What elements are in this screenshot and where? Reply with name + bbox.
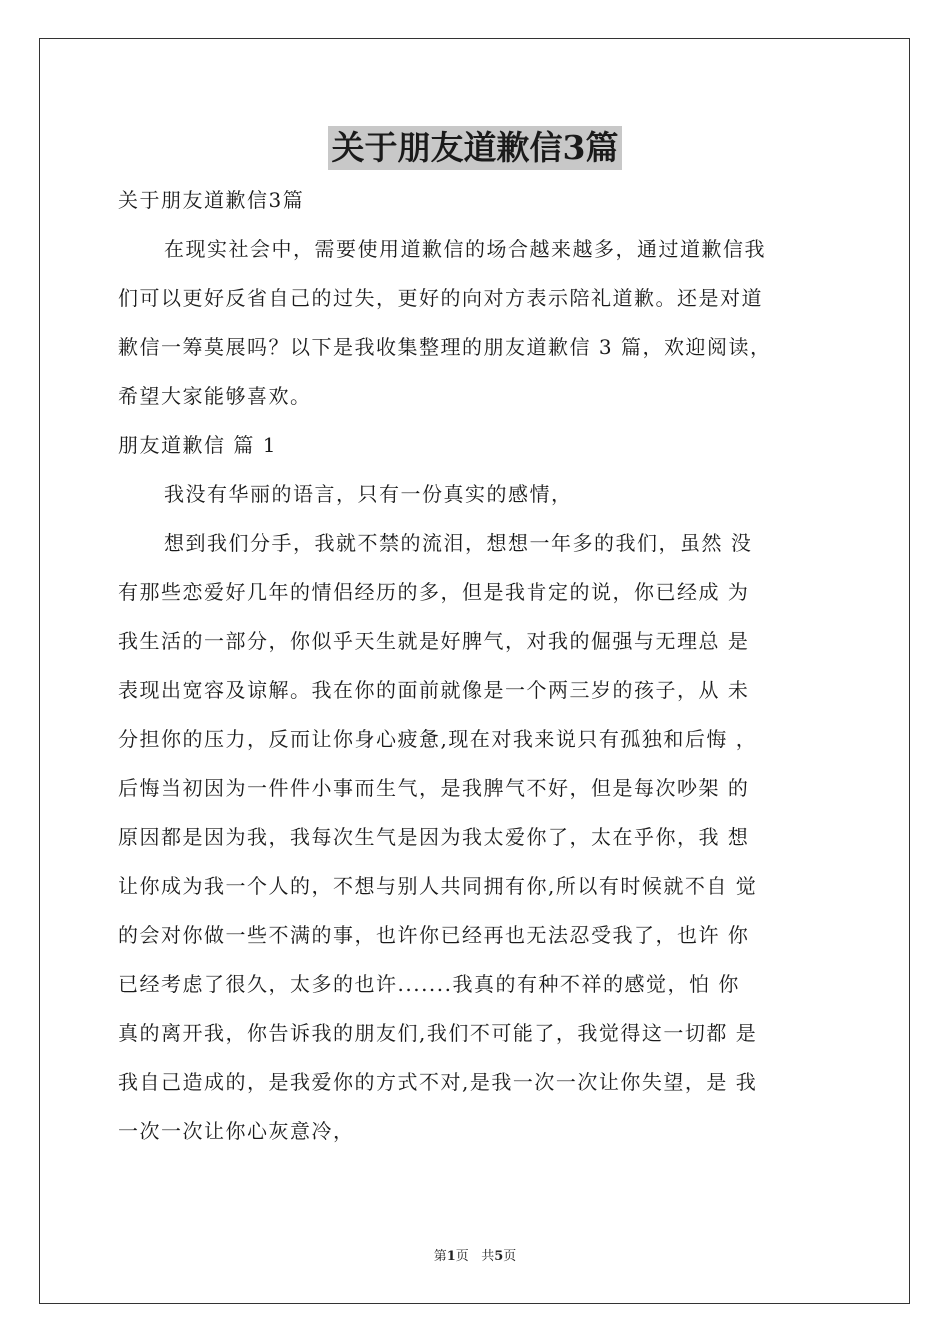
- body-line: 有那些恋爱好几年的情侣经历的多，但是我肯定的说，你已经成 为: [118, 580, 750, 604]
- page-prefix: 第: [433, 1249, 447, 1264]
- intro-line: 希望大家能够喜欢。: [118, 384, 312, 408]
- page-suffix: 页: [455, 1249, 469, 1264]
- body-line: 我自己造成的，是我爱你的方式不对,是我一次一次让你失望，是 我: [118, 1070, 758, 1094]
- page-title: 关于朋友道歉信3篇: [328, 126, 623, 170]
- body-line: 已经考虑了很久，太多的也许.......我真的有种不祥的感觉，怕 你: [118, 972, 740, 996]
- body-line: 表现出宽容及谅解。我在你的面前就像是一个两三岁的孩子，从 未: [118, 678, 750, 702]
- body-line: 真的离开我，你告诉我的朋友们,我们不可能了，我觉得这一切都 是: [118, 1021, 758, 1045]
- total-suffix: 页: [503, 1249, 517, 1264]
- page-footer: [0, 1247, 950, 1267]
- intro-line: 在现实社会中，需要使用道歉信的场合越来越多，通过道歉信我: [164, 237, 766, 261]
- body-line: 一次一次让你心灰意冷，: [118, 1119, 355, 1143]
- body-line: 想到我们分手，我就不禁的流泪，想想一年多的我们，虽然 没: [164, 531, 753, 555]
- page-total: 5: [494, 1249, 504, 1264]
- body-line: 的会对你做一些不满的事，也许你已经再也无法忍受我了，也许 你: [118, 923, 750, 947]
- subtitle: 关于朋友道歉信3篇: [118, 188, 305, 212]
- body-line: 我生活的一部分，你似乎天生就是好脾气，对我的倔强与无理总 是: [118, 629, 750, 653]
- body-line: 分担你的压力，反而让你身心疲惫,现在对我来说只有孤独和后悔 ，: [118, 727, 758, 751]
- page-current: 1: [446, 1249, 456, 1264]
- intro-line: 歉信一筹莫展吗？以下是我收集整理的朋友道歉信 3 篇，欢迎阅读，: [118, 335, 772, 359]
- body-line: 原因都是因为我，我每次生气是因为我太爱你了，太在乎你，我 想: [118, 825, 750, 849]
- section-heading: 朋友道歉信 篇 1: [118, 433, 277, 457]
- body-line: 后悔当初因为一件件小事而生气，是我脾气不好，但是每次吵架 的: [118, 776, 750, 800]
- section-first-line: 我没有华丽的语言，只有一份真实的感情，: [164, 482, 573, 506]
- body-line: 让你成为我一个人的，不想与别人共同拥有你,所以有时候就不自 觉: [118, 874, 758, 898]
- document-body: [118, 180, 834, 1160]
- title-area: [0, 126, 950, 170]
- total-prefix: 共: [481, 1249, 495, 1264]
- intro-line: 们可以更好反省自己的过失，更好的向对方表示陪礼道歉。还是对道: [118, 286, 763, 310]
